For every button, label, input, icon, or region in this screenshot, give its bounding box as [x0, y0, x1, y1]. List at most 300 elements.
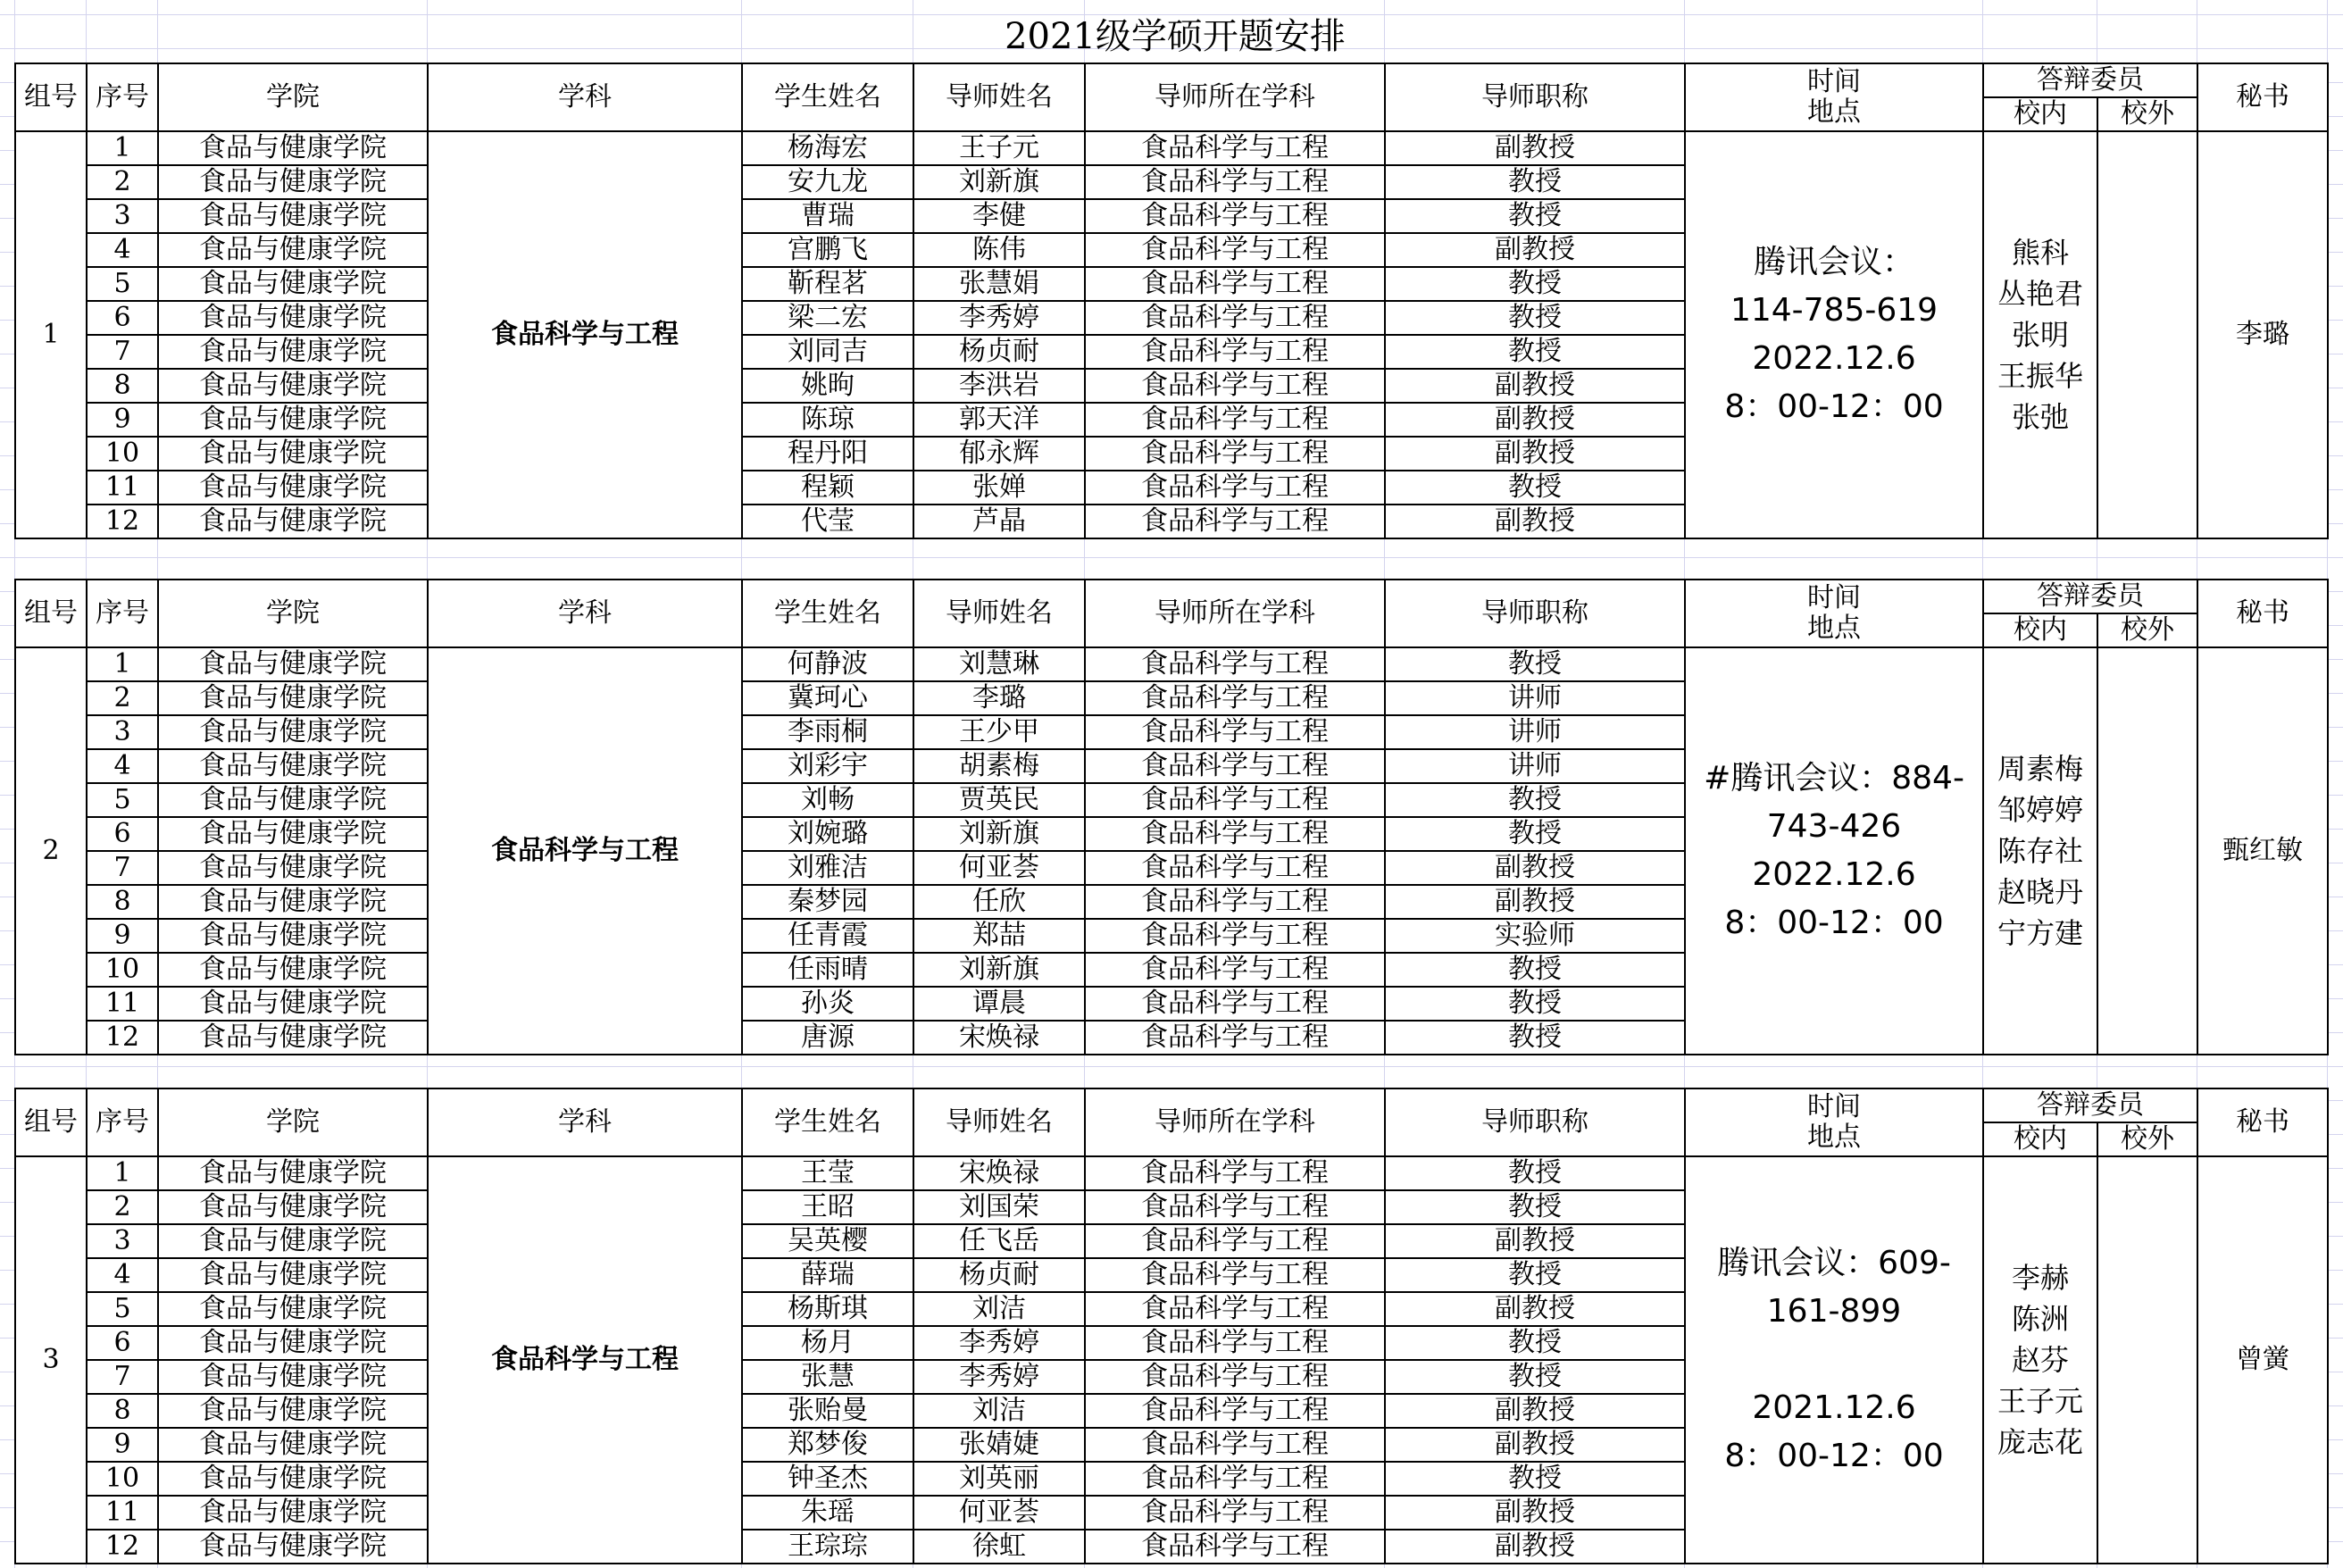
advisor-name-cell: 郭天洋 — [913, 403, 1085, 437]
college-cell: 食品与健康学院 — [158, 165, 428, 199]
student-name-cell: 钟圣杰 — [742, 1462, 913, 1496]
header-external: 校外 — [2097, 613, 2197, 647]
header-secretary: 秘书 — [2197, 63, 2328, 131]
committee-member: 庞志花 — [1997, 1425, 2083, 1459]
seq-cell: 11 — [87, 471, 158, 505]
student-name-cell: 冀珂心 — [742, 681, 913, 715]
seq-cell: 11 — [87, 987, 158, 1021]
secretary-cell: 李璐 — [2197, 131, 2328, 538]
advisor-name-cell: 张慧娟 — [913, 267, 1085, 301]
advisor-subject-cell: 食品科学与工程 — [1085, 335, 1385, 369]
student-name-cell: 王昭 — [742, 1190, 913, 1224]
seq-cell: 12 — [87, 1021, 158, 1055]
advisor-title-cell: 副教授 — [1385, 1530, 1685, 1564]
college-cell: 食品与健康学院 — [158, 335, 428, 369]
advisor-name-cell: 徐虹 — [913, 1530, 1085, 1564]
advisor-title-cell: 教授 — [1385, 1258, 1685, 1292]
seq-cell: 1 — [87, 131, 158, 165]
seq-cell: 12 — [87, 1530, 158, 1564]
advisor-title-cell: 副教授 — [1385, 1428, 1685, 1462]
advisor-subject-cell: 食品科学与工程 — [1085, 1190, 1385, 1224]
student-name-cell: 曹瑞 — [742, 199, 913, 233]
advisor-title-cell: 教授 — [1385, 1462, 1685, 1496]
advisor-name-cell: 何亚荟 — [913, 1496, 1085, 1530]
committee-member: 赵晓丹 — [1997, 875, 2083, 909]
header-student: 学生姓名 — [742, 63, 913, 131]
advisor-name-cell: 李洪岩 — [913, 369, 1085, 403]
advisor-subject-cell: 食品科学与工程 — [1085, 681, 1385, 715]
college-cell: 食品与健康学院 — [158, 403, 428, 437]
header-time-place — [1685, 63, 1983, 131]
advisor-subject-cell: 食品科学与工程 — [1085, 783, 1385, 817]
student-name-cell: 宫鹏飞 — [742, 233, 913, 267]
college-cell: 食品与健康学院 — [158, 1190, 428, 1224]
college-cell: 食品与健康学院 — [158, 1462, 428, 1496]
subject-cell: 食品科学与工程 — [428, 1156, 742, 1564]
header-college: 学院 — [158, 1088, 428, 1156]
advisor-name-cell: 任飞岳 — [913, 1224, 1085, 1258]
header-place: 地点 — [1807, 1122, 1861, 1153]
header-internal: 校内 — [1983, 1122, 2097, 1156]
advisor-title-cell: 副教授 — [1385, 1292, 1685, 1326]
student-name-cell: 陈琼 — [742, 403, 913, 437]
time-place-cell — [1685, 131, 1983, 538]
advisor-title-cell: 教授 — [1385, 165, 1685, 199]
student-name-cell: 杨月 — [742, 1326, 913, 1360]
header-committee: 答辩委员 — [1983, 1088, 2197, 1122]
committee-member: 张弛 — [2011, 400, 2069, 434]
advisor-title-cell: 副教授 — [1385, 233, 1685, 267]
seq-cell: 4 — [87, 1258, 158, 1292]
advisor-title-cell: 副教授 — [1385, 403, 1685, 437]
group-table-2 — [14, 579, 2329, 1055]
advisor-subject-cell: 食品科学与工程 — [1085, 1496, 1385, 1530]
seq-cell: 12 — [87, 505, 158, 538]
advisor-title-cell: 讲师 — [1385, 715, 1685, 749]
advisor-name-cell: 刘国荣 — [913, 1190, 1085, 1224]
advisor-name-cell: 王少甲 — [913, 715, 1085, 749]
header-advisor-title: 导师职称 — [1385, 580, 1685, 647]
seq-cell: 7 — [87, 851, 158, 885]
college-cell: 食品与健康学院 — [158, 1496, 428, 1530]
college-cell: 食品与健康学院 — [158, 1258, 428, 1292]
advisor-name-cell: 宋焕禄 — [913, 1021, 1085, 1055]
advisor-title-cell: 讲师 — [1385, 681, 1685, 715]
header-place: 地点 — [1807, 96, 1861, 128]
advisor-subject-cell: 食品科学与工程 — [1085, 1021, 1385, 1055]
meeting-id: 743-426 — [1766, 808, 1902, 845]
header-place: 地点 — [1807, 613, 1861, 644]
advisor-name-cell: 张婧婕 — [913, 1428, 1085, 1462]
page-title: 2021级学硕开题安排 — [1005, 16, 1346, 57]
student-name-cell: 郑梦俊 — [742, 1428, 913, 1462]
college-cell: 食品与健康学院 — [158, 233, 428, 267]
advisor-name-cell: 刘洁 — [913, 1292, 1085, 1326]
student-name-cell: 朱瑶 — [742, 1496, 913, 1530]
college-cell: 食品与健康学院 — [158, 437, 428, 471]
advisor-title-cell: 副教授 — [1385, 1496, 1685, 1530]
header-secretary: 秘书 — [2197, 1088, 2328, 1156]
student-name-cell: 程颖 — [742, 471, 913, 505]
meeting-label: 腾讯会议： — [1753, 244, 1914, 280]
college-cell: 食品与健康学院 — [158, 851, 428, 885]
group-number: 3 — [15, 1156, 87, 1564]
advisor-subject-cell: 食品科学与工程 — [1085, 165, 1385, 199]
header-advisor-subject: 导师所在学科 — [1085, 580, 1385, 647]
college-cell: 食品与健康学院 — [158, 647, 428, 681]
student-name-cell: 靳程茗 — [742, 267, 913, 301]
student-name-cell: 杨海宏 — [742, 131, 913, 165]
student-name-cell: 任青霞 — [742, 919, 913, 953]
seq-cell: 9 — [87, 1428, 158, 1462]
advisor-title-cell: 教授 — [1385, 1156, 1685, 1190]
advisor-name-cell: 刘新旗 — [913, 165, 1085, 199]
advisor-title-cell: 教授 — [1385, 783, 1685, 817]
committee-member: 周素梅 — [1997, 752, 2083, 786]
advisor-title-cell: 副教授 — [1385, 505, 1685, 538]
advisor-title-cell: 教授 — [1385, 1190, 1685, 1224]
advisor-subject-cell: 食品科学与工程 — [1085, 919, 1385, 953]
header-group: 组号 — [15, 63, 87, 131]
advisor-name-cell: 贾英民 — [913, 783, 1085, 817]
advisor-name-cell: 刘英丽 — [913, 1462, 1085, 1496]
committee-member: 赵芬 — [2011, 1343, 2069, 1377]
college-cell: 食品与健康学院 — [158, 817, 428, 851]
seq-cell: 2 — [87, 1190, 158, 1224]
meeting-time: 8：00-12：00 — [1724, 905, 1944, 941]
advisor-subject-cell: 食品科学与工程 — [1085, 1224, 1385, 1258]
seq-cell: 2 — [87, 165, 158, 199]
advisor-title-cell: 教授 — [1385, 953, 1685, 987]
advisor-title-cell: 教授 — [1385, 199, 1685, 233]
advisor-title-cell: 教授 — [1385, 1021, 1685, 1055]
seq-cell: 5 — [87, 267, 158, 301]
header-time: 时间 — [1807, 66, 1861, 97]
meeting-date: 2022.12.6 — [1752, 856, 1916, 893]
header-external: 校外 — [2097, 97, 2197, 131]
header-advisor: 导师姓名 — [913, 580, 1085, 647]
subject-cell: 食品科学与工程 — [428, 647, 742, 1055]
seq-cell: 6 — [87, 817, 158, 851]
student-name-cell: 唐源 — [742, 1021, 913, 1055]
committee-member: 丛艳君 — [1997, 277, 2083, 311]
committee-member: 李赫 — [2011, 1261, 2069, 1295]
student-name-cell: 秦梦园 — [742, 885, 913, 919]
student-name-cell: 张贻曼 — [742, 1394, 913, 1428]
advisor-title-cell: 副教授 — [1385, 851, 1685, 885]
college-cell: 食品与健康学院 — [158, 1428, 428, 1462]
advisor-subject-cell: 食品科学与工程 — [1085, 131, 1385, 165]
advisor-subject-cell: 食品科学与工程 — [1085, 403, 1385, 437]
seq-cell: 3 — [87, 715, 158, 749]
advisor-subject-cell: 食品科学与工程 — [1085, 301, 1385, 335]
advisor-subject-cell: 食品科学与工程 — [1085, 851, 1385, 885]
meeting-label: #腾讯会议：884- — [1704, 760, 1964, 797]
college-cell: 食品与健康学院 — [158, 715, 428, 749]
student-name-cell: 程丹阳 — [742, 437, 913, 471]
student-name-cell: 代莹 — [742, 505, 913, 538]
college-cell: 食品与健康学院 — [158, 783, 428, 817]
advisor-title-cell: 副教授 — [1385, 885, 1685, 919]
college-cell: 食品与健康学院 — [158, 1292, 428, 1326]
student-name-cell: 刘彩宇 — [742, 749, 913, 783]
header-college: 学院 — [158, 580, 428, 647]
advisor-subject-cell: 食品科学与工程 — [1085, 987, 1385, 1021]
college-cell: 食品与健康学院 — [158, 131, 428, 165]
meeting-date: 2021.12.6 — [1752, 1389, 1916, 1426]
committee-member: 宁方建 — [1997, 916, 2083, 950]
advisor-name-cell: 芦晶 — [913, 505, 1085, 538]
header-time: 时间 — [1807, 582, 1861, 613]
table-row — [15, 131, 2328, 165]
subject-cell: 食品科学与工程 — [428, 131, 742, 538]
student-name-cell: 孙炎 — [742, 987, 913, 1021]
header-committee: 答辩委员 — [1983, 580, 2197, 613]
student-name-cell: 任雨晴 — [742, 953, 913, 987]
seq-cell: 10 — [87, 437, 158, 471]
committee-internal-cell — [1983, 131, 2097, 538]
advisor-title-cell: 副教授 — [1385, 1394, 1685, 1428]
advisor-subject-cell: 食品科学与工程 — [1085, 1428, 1385, 1462]
student-name-cell: 刘畅 — [742, 783, 913, 817]
advisor-title-cell: 副教授 — [1385, 369, 1685, 403]
committee-member: 熊科 — [2011, 236, 2069, 270]
advisor-subject-cell: 食品科学与工程 — [1085, 369, 1385, 403]
meeting-time: 8：00-12：00 — [1724, 388, 1944, 425]
advisor-title-cell: 教授 — [1385, 987, 1685, 1021]
student-name-cell: 梁二宏 — [742, 301, 913, 335]
header-group: 组号 — [15, 580, 87, 647]
advisor-name-cell: 刘新旗 — [913, 817, 1085, 851]
group-number: 2 — [15, 647, 87, 1055]
header-committee: 答辩委员 — [1983, 63, 2197, 97]
advisor-subject-cell: 食品科学与工程 — [1085, 1292, 1385, 1326]
advisor-name-cell: 陈伟 — [913, 233, 1085, 267]
student-name-cell: 何静波 — [742, 647, 913, 681]
header-internal: 校内 — [1983, 97, 2097, 131]
advisor-subject-cell: 食品科学与工程 — [1085, 1530, 1385, 1564]
college-cell: 食品与健康学院 — [158, 199, 428, 233]
committee-member: 陈洲 — [2011, 1302, 2069, 1336]
student-name-cell: 吴英樱 — [742, 1224, 913, 1258]
college-cell: 食品与健康学院 — [158, 1021, 428, 1055]
advisor-title-cell: 实验师 — [1385, 919, 1685, 953]
committee-external-cell — [2097, 131, 2197, 538]
advisor-subject-cell: 食品科学与工程 — [1085, 885, 1385, 919]
college-cell: 食品与健康学院 — [158, 1530, 428, 1564]
seq-cell: 8 — [87, 1394, 158, 1428]
advisor-title-cell: 教授 — [1385, 1326, 1685, 1360]
header-seq: 序号 — [87, 1088, 158, 1156]
seq-cell: 9 — [87, 403, 158, 437]
advisor-name-cell: 何亚荟 — [913, 851, 1085, 885]
header-secretary: 秘书 — [2197, 580, 2328, 647]
college-cell: 食品与健康学院 — [158, 471, 428, 505]
college-cell: 食品与健康学院 — [158, 1394, 428, 1428]
advisor-subject-cell: 食品科学与工程 — [1085, 647, 1385, 681]
advisor-subject-cell: 食品科学与工程 — [1085, 1462, 1385, 1496]
meeting-time: 8：00-12：00 — [1724, 1438, 1944, 1474]
advisor-subject-cell: 食品科学与工程 — [1085, 1394, 1385, 1428]
college-cell: 食品与健康学院 — [158, 987, 428, 1021]
advisor-title-cell: 教授 — [1385, 335, 1685, 369]
advisor-subject-cell: 食品科学与工程 — [1085, 233, 1385, 267]
student-name-cell: 安九龙 — [742, 165, 913, 199]
seq-cell: 7 — [87, 1360, 158, 1394]
advisor-title-cell: 副教授 — [1385, 1224, 1685, 1258]
meeting-label: 腾讯会议：609- — [1717, 1245, 1951, 1281]
advisor-subject-cell: 食品科学与工程 — [1085, 1326, 1385, 1360]
advisor-name-cell: 李秀婷 — [913, 1326, 1085, 1360]
advisor-name-cell: 任欣 — [913, 885, 1085, 919]
advisor-subject-cell: 食品科学与工程 — [1085, 199, 1385, 233]
header-college: 学院 — [158, 63, 428, 131]
seq-cell: 5 — [87, 1292, 158, 1326]
advisor-name-cell: 胡素梅 — [913, 749, 1085, 783]
group-number: 1 — [15, 131, 87, 538]
advisor-title-cell: 副教授 — [1385, 131, 1685, 165]
header-internal: 校内 — [1983, 613, 2097, 647]
college-cell: 食品与健康学院 — [158, 885, 428, 919]
table-row — [15, 1156, 2328, 1190]
table-row — [15, 647, 2328, 681]
header-student: 学生姓名 — [742, 1088, 913, 1156]
secretary-cell: 曾黉 — [2197, 1156, 2328, 1564]
advisor-name-cell: 张婵 — [913, 471, 1085, 505]
seq-cell: 7 — [87, 335, 158, 369]
advisor-subject-cell: 食品科学与工程 — [1085, 1360, 1385, 1394]
student-name-cell: 薛瑞 — [742, 1258, 913, 1292]
advisor-title-cell: 教授 — [1385, 301, 1685, 335]
seq-cell: 6 — [87, 301, 158, 335]
secretary-cell: 甄红敏 — [2197, 647, 2328, 1055]
header-subject: 学科 — [428, 1088, 742, 1156]
header-time-place — [1685, 1088, 1983, 1156]
advisor-name-cell: 杨贞耐 — [913, 335, 1085, 369]
advisor-name-cell: 杨贞耐 — [913, 1258, 1085, 1292]
seq-cell: 6 — [87, 1326, 158, 1360]
advisor-name-cell: 宋焕禄 — [913, 1156, 1085, 1190]
seq-cell: 8 — [87, 369, 158, 403]
committee-member: 张明 — [2011, 318, 2069, 352]
header-subject: 学科 — [428, 580, 742, 647]
advisor-subject-cell: 食品科学与工程 — [1085, 1156, 1385, 1190]
student-name-cell: 王琮琮 — [742, 1530, 913, 1564]
seq-cell: 8 — [87, 885, 158, 919]
advisor-name-cell: 刘洁 — [913, 1394, 1085, 1428]
time-place-cell — [1685, 647, 1983, 1055]
header-seq: 序号 — [87, 63, 158, 131]
time-place-cell — [1685, 1156, 1983, 1564]
committee-internal-cell — [1983, 1156, 2097, 1564]
college-cell: 食品与健康学院 — [158, 369, 428, 403]
advisor-name-cell: 刘慧琳 — [913, 647, 1085, 681]
advisor-name-cell: 郁永辉 — [913, 437, 1085, 471]
meeting-id: 161-899 — [1766, 1293, 1902, 1330]
header-advisor-title: 导师职称 — [1385, 63, 1685, 131]
student-name-cell: 刘同吉 — [742, 335, 913, 369]
advisor-subject-cell: 食品科学与工程 — [1085, 267, 1385, 301]
advisor-name-cell: 李秀婷 — [913, 1360, 1085, 1394]
student-name-cell: 杨斯琪 — [742, 1292, 913, 1326]
seq-cell: 10 — [87, 1462, 158, 1496]
committee-member: 王子元 — [1997, 1384, 2083, 1418]
seq-cell: 11 — [87, 1496, 158, 1530]
header-external: 校外 — [2097, 1122, 2197, 1156]
advisor-title-cell: 讲师 — [1385, 749, 1685, 783]
committee-member: 邹婷婷 — [1997, 793, 2083, 827]
student-name-cell: 姚昫 — [742, 369, 913, 403]
seq-cell: 3 — [87, 199, 158, 233]
student-name-cell: 王莹 — [742, 1156, 913, 1190]
student-name-cell: 刘婉璐 — [742, 817, 913, 851]
seq-cell: 1 — [87, 647, 158, 681]
college-cell: 食品与健康学院 — [158, 953, 428, 987]
student-name-cell: 张慧 — [742, 1360, 913, 1394]
college-cell: 食品与健康学院 — [158, 1326, 428, 1360]
header-advisor: 导师姓名 — [913, 1088, 1085, 1156]
header-time: 时间 — [1807, 1091, 1861, 1122]
college-cell: 食品与健康学院 — [158, 1360, 428, 1394]
college-cell: 食品与健康学院 — [158, 505, 428, 538]
header-seq: 序号 — [87, 580, 158, 647]
student-name-cell: 李雨桐 — [742, 715, 913, 749]
college-cell: 食品与健康学院 — [158, 1224, 428, 1258]
header-student: 学生姓名 — [742, 580, 913, 647]
seq-cell: 4 — [87, 749, 158, 783]
advisor-name-cell: 刘新旗 — [913, 953, 1085, 987]
seq-cell: 4 — [87, 233, 158, 267]
header-subject: 学科 — [428, 63, 742, 131]
college-cell: 食品与健康学院 — [158, 1156, 428, 1190]
college-cell: 食品与健康学院 — [158, 301, 428, 335]
header-advisor-subject: 导师所在学科 — [1085, 63, 1385, 131]
advisor-name-cell: 李健 — [913, 199, 1085, 233]
college-cell: 食品与健康学院 — [158, 919, 428, 953]
advisor-title-cell: 教授 — [1385, 817, 1685, 851]
advisor-subject-cell: 食品科学与工程 — [1085, 437, 1385, 471]
advisor-subject-cell: 食品科学与工程 — [1085, 505, 1385, 538]
advisor-title-cell: 教授 — [1385, 1360, 1685, 1394]
college-cell: 食品与健康学院 — [158, 749, 428, 783]
group-table-3 — [14, 1088, 2329, 1564]
header-advisor-subject: 导师所在学科 — [1085, 1088, 1385, 1156]
committee-external-cell — [2097, 1156, 2197, 1564]
advisor-title-cell: 教授 — [1385, 647, 1685, 681]
header-advisor: 导师姓名 — [913, 63, 1085, 131]
advisor-name-cell: 郑喆 — [913, 919, 1085, 953]
committee-member: 陈存社 — [1997, 834, 2083, 868]
header-time-place — [1685, 580, 1983, 647]
header-group: 组号 — [15, 1088, 87, 1156]
advisor-name-cell: 王子元 — [913, 131, 1085, 165]
student-name-cell: 刘雅洁 — [742, 851, 913, 885]
advisor-subject-cell: 食品科学与工程 — [1085, 1258, 1385, 1292]
college-cell: 食品与健康学院 — [158, 267, 428, 301]
meeting-id: 114-785-619 — [1730, 292, 1939, 329]
header-advisor-title: 导师职称 — [1385, 1088, 1685, 1156]
seq-cell: 5 — [87, 783, 158, 817]
advisor-subject-cell: 食品科学与工程 — [1085, 749, 1385, 783]
advisor-title-cell: 副教授 — [1385, 437, 1685, 471]
advisor-name-cell: 谭晨 — [913, 987, 1085, 1021]
seq-cell: 3 — [87, 1224, 158, 1258]
advisor-subject-cell: 食品科学与工程 — [1085, 471, 1385, 505]
advisor-name-cell: 李秀婷 — [913, 301, 1085, 335]
advisor-subject-cell: 食品科学与工程 — [1085, 817, 1385, 851]
advisor-title-cell: 教授 — [1385, 471, 1685, 505]
committee-internal-cell — [1983, 647, 2097, 1055]
